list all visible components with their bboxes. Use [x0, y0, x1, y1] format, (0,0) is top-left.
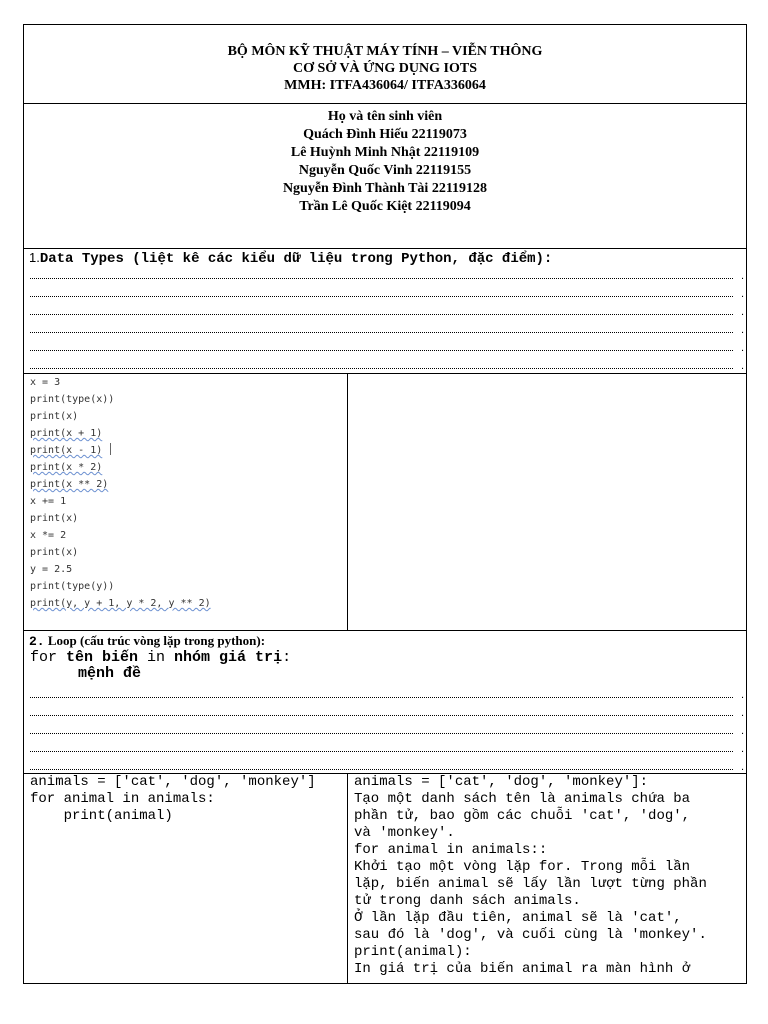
- line-end: .: [740, 725, 744, 737]
- student-name: Nguyễn Đình Thành Tài 22119128: [282, 181, 488, 196]
- section-2-number: 2.: [29, 634, 45, 649]
- syntax-statement: mệnh đề: [78, 665, 142, 682]
- explanation-line: Ở lần lặp đầu tiên, animal sẽ là 'cat',: [354, 910, 682, 926]
- line-end: .: [740, 342, 744, 354]
- answer-line[interactable]: [30, 296, 733, 297]
- worksheet: [23, 24, 747, 984]
- line-end: .: [740, 324, 744, 336]
- answer-line[interactable]: [30, 278, 733, 279]
- section-data-types: [23, 248, 747, 374]
- explanation-line: Khởi tạo một vòng lặp for. Trong mỗi lần: [354, 859, 691, 875]
- explanation-line: print(animal):: [354, 944, 472, 960]
- course-code: MMH: ITFA436064/ ITFA336064: [284, 78, 486, 93]
- code-line: print(x + 1): [30, 428, 103, 439]
- answer-line[interactable]: [30, 314, 733, 315]
- explanation-line: lặp, biến animal sẽ lấy lần lượt từng phần: [354, 876, 707, 892]
- section-2-title: [24, 631, 746, 650]
- line-end: .: [740, 689, 744, 701]
- explanation-line: In giá trị của biến animal ra màn hình ở: [354, 961, 691, 977]
- section-1-title: [24, 249, 746, 267]
- section-1-heading: Data Types (liệt kê các kiểu dữ liệu trong Python, đặc điểm):: [39, 251, 553, 267]
- explanation-line: animals = ['cat', 'dog', 'monkey']:: [354, 774, 649, 790]
- code-line: x = 3: [30, 377, 61, 388]
- code-line: print(animal): [30, 808, 173, 824]
- code-line: y = 2.5: [30, 564, 73, 575]
- code-line: print(type(x)): [30, 394, 115, 405]
- section-1-number: 1.: [29, 250, 40, 265]
- explanation-line: phần tử, bao gồm các chuỗi 'cat', 'dog',: [354, 808, 691, 824]
- section-2-heading: Loop (cấu trúc vòng lặp trong python):: [44, 633, 266, 648]
- syntax-colon: :: [282, 649, 292, 666]
- code-line: for animal in animals:: [30, 791, 215, 807]
- text-cursor: [110, 443, 111, 455]
- student-name: Quách Đình Hiếu 22119073: [303, 127, 467, 142]
- loop-code: [30, 774, 316, 825]
- for-syntax: [24, 650, 746, 666]
- answer-line[interactable]: [30, 697, 733, 698]
- explanation-line: tử trong danh sách animals.: [354, 893, 581, 909]
- column-divider: [347, 774, 348, 983]
- student-name: Nguyễn Quốc Vinh 22119155: [298, 163, 472, 178]
- line-end: .: [740, 270, 744, 282]
- line-end: .: [740, 288, 744, 300]
- line-end: .: [740, 761, 744, 773]
- student-list-heading: Họ và tên sinh viên: [327, 109, 443, 124]
- student-name: Trần Lê Quốc Kiệt 22119094: [299, 199, 471, 214]
- syntax-variable: tên biến: [66, 649, 139, 666]
- answer-line[interactable]: [30, 715, 733, 716]
- answer-line[interactable]: [30, 368, 733, 369]
- explanation-line: for animal in animals::: [354, 842, 548, 858]
- code-line: x += 1: [30, 496, 67, 507]
- code-line: print(x - 1): [30, 445, 103, 456]
- line-end: .: [740, 707, 744, 719]
- code-snippet-screenshot: [30, 374, 211, 612]
- explanation-line: Tạo một danh sách tên là animals chứa ba: [354, 791, 691, 807]
- answer-line[interactable]: [30, 733, 733, 734]
- section-loop: [23, 630, 747, 774]
- in-keyword: in: [138, 649, 175, 666]
- answer-line[interactable]: [30, 350, 733, 351]
- answer-line[interactable]: [30, 769, 733, 770]
- syntax-group: nhóm giá trị: [174, 649, 283, 666]
- explanation-line: sau đó là 'dog', và cuối cùng là 'monkey'.: [354, 927, 707, 943]
- answer-line[interactable]: [30, 332, 733, 333]
- code-line: print(type(y)): [30, 581, 115, 592]
- course-header: [23, 24, 747, 104]
- line-end: .: [740, 743, 744, 755]
- code-line: print(x ** 2): [30, 479, 109, 490]
- code-line: print(y, y + 1, y * 2, y ** 2): [30, 598, 211, 609]
- student-list: [23, 103, 747, 249]
- code-line: print(x): [30, 547, 79, 558]
- department-title: BỘ MÔN KỸ THUẬT MÁY TÍNH – VIỄN THÔNG: [227, 44, 543, 59]
- student-name: Lê Huỳnh Minh Nhật 22119109: [290, 145, 480, 160]
- answer-line[interactable]: [30, 751, 733, 752]
- code-line: x *= 2: [30, 530, 67, 541]
- code-line: animals = ['cat', 'dog', 'monkey']: [30, 774, 316, 790]
- code-line: print(x): [30, 411, 79, 422]
- line-end: .: [740, 306, 744, 318]
- code-line: print(x * 2): [30, 462, 103, 473]
- explanation-line: và 'monkey'.: [354, 825, 455, 841]
- for-keyword: for: [30, 649, 67, 666]
- empty-answer-cell[interactable]: [348, 374, 746, 630]
- loop-example-row: [23, 773, 747, 984]
- course-title: CƠ SỞ VÀ ỨNG DỤNG IOTS: [293, 61, 477, 76]
- line-end: .: [740, 360, 744, 372]
- code-line: print(x): [30, 513, 79, 524]
- data-types-code-row: [23, 373, 747, 631]
- loop-explanation: [354, 774, 744, 978]
